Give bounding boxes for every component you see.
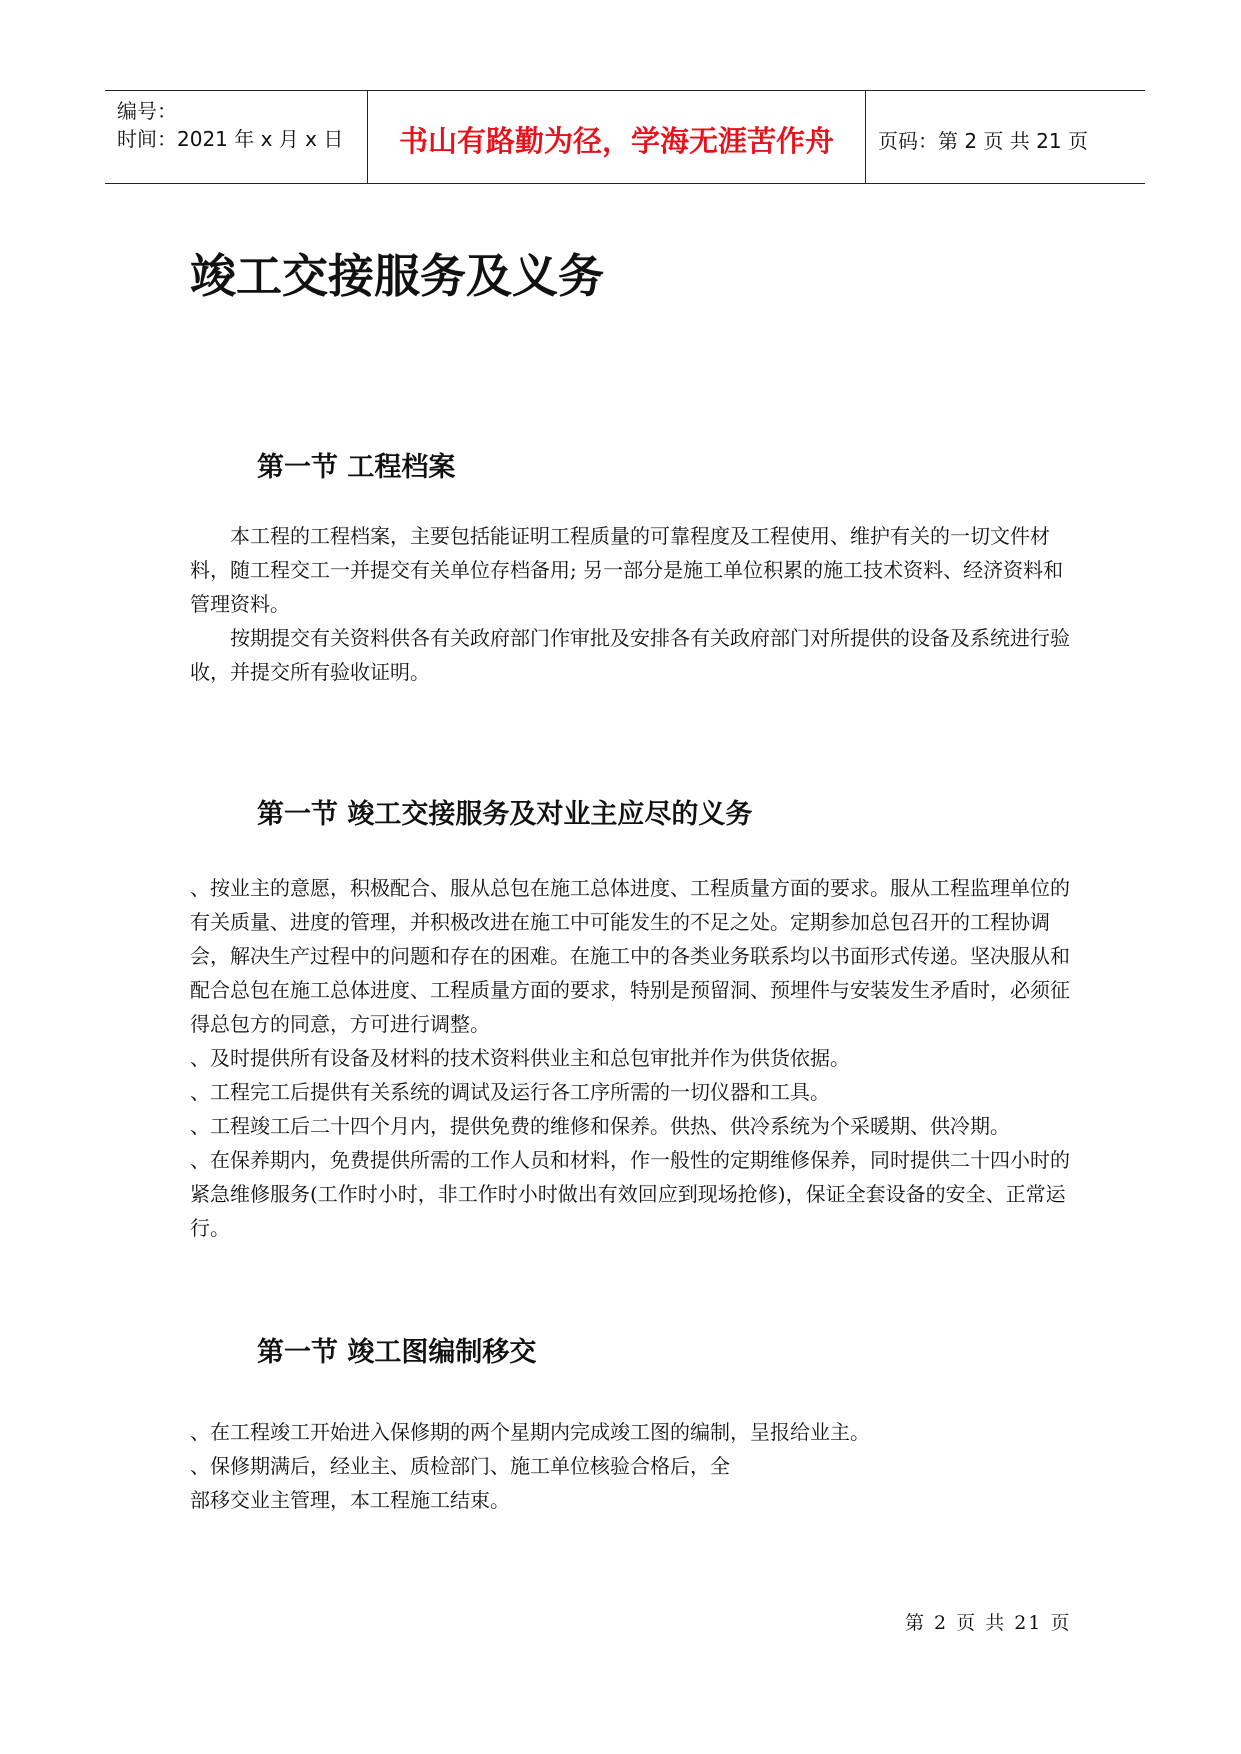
paragraph: 本工程的工程档案，主要包括能证明工程质量的可靠程度及工程使用、维护有关的一切文件材料，随工程交工一并提交有关单位存档备用; 另一部分是施工单位积累的施工技术资料、经济资料和管理资料。 (190, 524, 1064, 616)
section-heading: 第一节 竣工图编制移交 (257, 1337, 537, 1368)
serial-label: 编号： (117, 99, 177, 123)
paragraph: 部移交业主管理，本工程施工结束。 (190, 1488, 510, 1512)
header-info-cell (105, 91, 368, 183)
paragraph: 、按业主的意愿，积极配合、服从总包在施工总体进度、工程质量方面的要求。服从工程监理单位的有关质量、进度的管理，并积极改进在施工中可能发生的不足之处。定期参加总包召开的工程协调会，解决生产过程中的问题和存在的困难。在施工中的各类业务联系均以书面形式传递。坚决服从和配合总包在施工总体进度、工程质量方面的要求，特别是预留洞、预埋件与安装发生矛盾时，必须征得总包方的同意，方可进行调整。 (190, 876, 1070, 1036)
paragraph: 、在保养期内，免费提供所需的工作人员和材料，作一般性的定期维修保养，同时提供二十四小时的紧急维修服务(工作时小时，非工作时小时做出有效回应到现场抢修)，保证全套设备的安全、正常运行。 (190, 1148, 1070, 1240)
document-title: 竣工交接服务及义务 (190, 249, 604, 303)
section-heading: 第一节 竣工交接服务及对业主应尽的义务 (257, 799, 753, 830)
header-motto-cell (368, 91, 866, 183)
header-page-number: 页码：第 2 页 共 21 页 (878, 129, 1088, 153)
time-label: 时间：2021 年 x 月 x 日 (117, 127, 344, 151)
page-header (105, 90, 1145, 184)
paragraph: 按期提交有关资料供各有关政府部门作审批及安排各有关政府部门对所提供的设备及系统进行验收，并提交所有验收证明。 (190, 626, 1070, 684)
paragraph: 、保修期满后，经业主、质检部门、施工单位核验合格后，全 (190, 1454, 730, 1478)
header-page-cell (866, 91, 1145, 183)
motto-text: 书山有路勤为径，学海无涯苦作舟 (398, 124, 834, 158)
paragraph: 、工程竣工后二十四个月内，提供免费的维修和保养。供热、供冷系统为个采暖期、供冷期。 (190, 1114, 1010, 1138)
paragraph: 、工程完工后提供有关系统的调试及运行各工序所需的一切仪器和工具。 (190, 1080, 830, 1104)
paragraph: 、及时提供所有设备及材料的技术资料供业主和总包审批并作为供货依据。 (190, 1046, 850, 1070)
paragraph: 、在工程竣工开始进入保修期的两个星期内完成竣工图的编制，呈报给业主。 (190, 1420, 870, 1444)
page-footer: 第 2 页 共 21 页 (905, 1612, 1072, 1634)
section-heading: 第一节 工程档案 (257, 452, 456, 483)
